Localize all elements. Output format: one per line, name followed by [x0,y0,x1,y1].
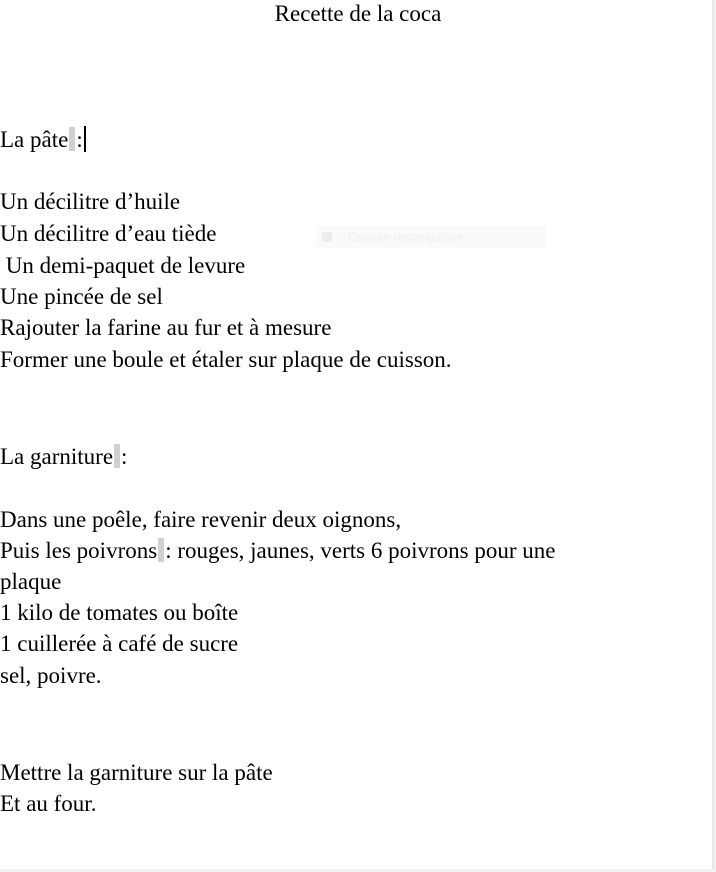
document-title: Recette de la coca [274,1,442,26]
recipe-line: Un demi-paquet de levure [0,253,246,278]
recipe-line-part: Puis les poivrons [0,538,158,563]
recipe-line: Un décilitre d’eau tiède [0,221,217,246]
heading-text: La pâte [0,127,69,152]
heading-colon: : [121,444,128,469]
recipe-line: 1 kilo de tomates ou boîte [0,600,239,625]
recipe-line: Une pincée de sel [0,284,163,309]
nonbreaking-space-mark [69,127,75,151]
nonbreaking-space-mark [158,538,164,562]
capture-icon [322,232,332,242]
recipe-line: sel, poivre. [0,663,102,688]
section-heading-garniture [0,441,127,473]
nonbreaking-space-mark [114,444,120,468]
recipe-line: Rajouter la farine au fur et à mesure [0,315,332,340]
recipe-line [0,535,555,567]
recipe-line: 1 cuillerée à café de sucre [0,631,239,656]
recipe-line: Un décilitre d’huile [0,189,181,214]
recipe-line: Former une boule et étaler sur plaque de cuisson. [0,347,452,372]
recipe-line: Et au four. [0,791,97,816]
heading-text: La garniture [0,444,114,469]
recipe-line: plaque [0,569,62,594]
capture-tooltip [316,226,546,248]
text-cursor [84,126,86,152]
page-edge-right [712,0,716,872]
recipe-line-part: : rouges, jaunes, verts 6 poivrons pour une [165,538,556,563]
heading-colon: : [76,127,83,152]
recipe-line: Dans une poêle, faire revenir deux oignons, [0,507,402,532]
section-heading-pate [0,124,86,156]
capture-label: Capture rectangulaire [348,230,464,244]
recipe-line: Mettre la garniture sur la pâte [0,760,273,785]
